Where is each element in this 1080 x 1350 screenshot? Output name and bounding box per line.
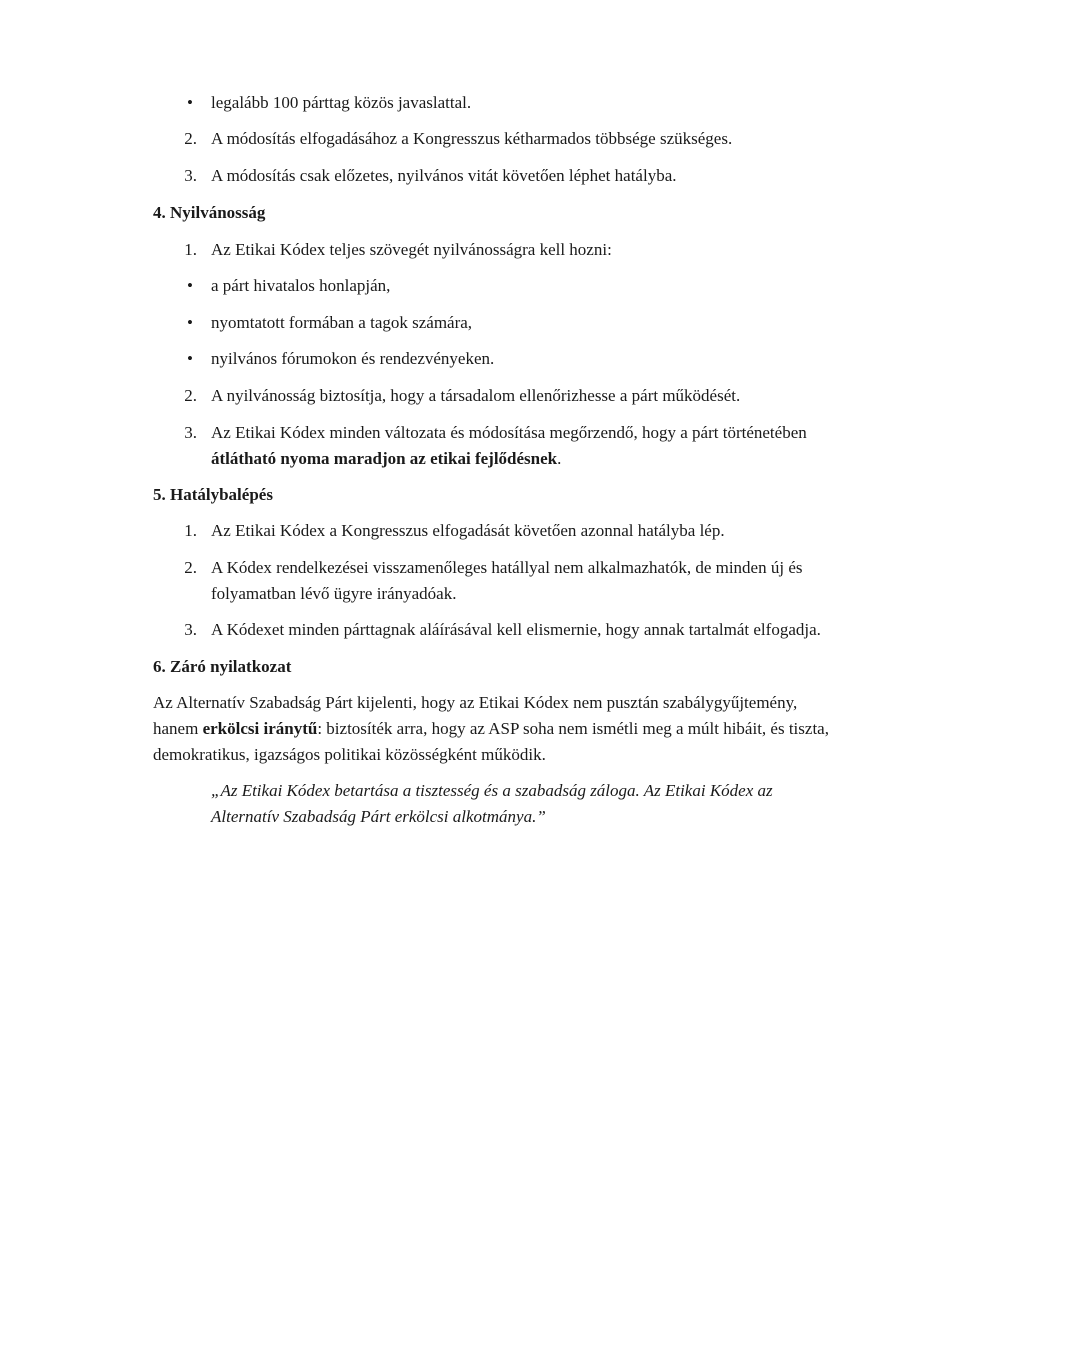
list-item-text: A Kódexet minden párttagnak aláírásával kell elismernie, hogy annak tartalmát elfogadja. (211, 620, 821, 639)
quote-line: „Az Etikai Kódex betartása a tisztesség és a szabadság záloga. Az Etikai Kódex az (211, 781, 773, 800)
bullet-marker: • (187, 93, 193, 112)
list-item-text: A nyilvánosság biztosítja, hogy a társadalom ellenőrizhesse a párt működését. (211, 386, 741, 405)
section-heading-6: 6. Záró nyilatkozat (153, 657, 292, 676)
list-item-text-line: A Kódex rendelkezései visszamenőleges hatállyal nem alkalmazhatók, de minden új és (211, 558, 803, 577)
list-item-text: Az Etikai Kódex a Kongresszus elfogadását követően azonnal hatályba lép. (211, 521, 725, 540)
number-marker: 3. (184, 620, 197, 639)
list-item-text: A módosítás csak előzetes, nyilvános vitát követően léphet hatályba. (211, 166, 677, 185)
list-item-text: a párt hivatalos honlapján, (211, 276, 391, 295)
list-item-text: A módosítás elfogadásához a Kongresszus kétharmados többsége szükséges. (211, 129, 733, 148)
number-marker: 2. (184, 129, 197, 148)
bullet-marker: • (187, 276, 193, 295)
paragraph-line-suffix: : biztosíték arra, hogy az ASP soha nem ismétli meg a múlt hibáit, és tiszta, (317, 719, 829, 738)
number-marker: 1. (184, 240, 197, 259)
closing-quote (211, 778, 891, 830)
paragraph-line: Az Alternatív Szabadság Párt kijelenti, hogy az Etikai Kódex nem pusztán szabálygyűjtemény, (153, 693, 798, 712)
list-item-text: legalább 100 párttag közös javaslattal. (211, 93, 472, 112)
number-marker: 3. (184, 166, 197, 185)
bullet-marker: • (187, 349, 193, 368)
number-marker: 2. (184, 386, 197, 405)
list-item-text (211, 555, 931, 607)
number-marker: 2. (184, 558, 197, 577)
list-item-text-line: folyamatban lévő ügyre irányadóak. (211, 584, 457, 603)
list-item-text-line: Az Etikai Kódex minden változata és módosítása megőrzendő, hogy a párt történetében (211, 423, 807, 442)
list-item-text: Az Etikai Kódex teljes szövegét nyilvánosságra kell hozni: (211, 240, 612, 259)
quote-line: Alternatív Szabadság Párt erkölcsi alkotmánya.” (211, 807, 546, 826)
emphasis-text: átlátható nyoma maradjon az etikai fejlődésnek (211, 449, 558, 468)
list-item-text: nyomtatott formában a tagok számára, (211, 313, 473, 332)
number-marker: 1. (184, 521, 197, 540)
closing-paragraph (153, 690, 933, 768)
list-item-text (211, 420, 931, 472)
bullet-marker: • (187, 313, 193, 332)
punctuation: . (557, 449, 562, 468)
emphasis-text: erkölcsi iránytű (202, 719, 318, 738)
paragraph-line-prefix: hanem (153, 719, 203, 738)
list-item-text: nyilvános fórumokon és rendezvényeken. (211, 349, 495, 368)
section-heading-4: 4. Nyilvánosság (153, 203, 266, 222)
number-marker: 3. (184, 423, 197, 442)
paragraph-line: demokratikus, igazságos politikai közösségként működik. (153, 745, 546, 764)
section-heading-5: 5. Hatálybalépés (153, 485, 273, 504)
